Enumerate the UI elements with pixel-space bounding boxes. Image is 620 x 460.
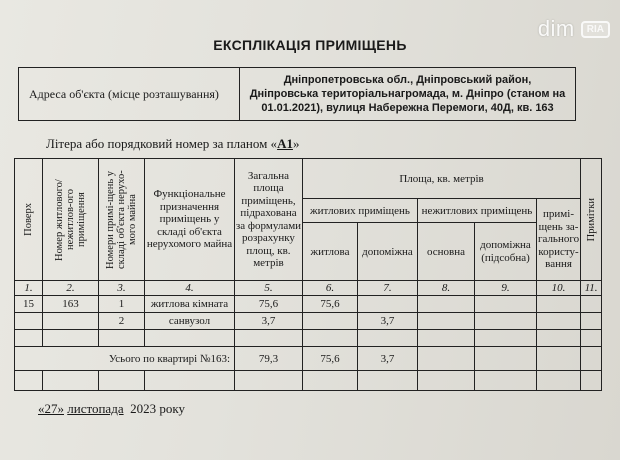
header-living: житлова <box>303 223 358 281</box>
plan-letter-prefix: Літера або порядковий номер за планом « <box>46 136 278 151</box>
header-aux: допоміжна <box>358 223 418 281</box>
table-row <box>15 371 602 391</box>
table-row: 15 163 1 житлова кімната 75,6 75,6 <box>15 296 602 313</box>
header-common-area: примі-щень за-гального користу-вання <box>537 199 581 281</box>
table-row: 2 санвузол 3,7 3,7 <box>15 313 602 330</box>
date-day: «27» <box>38 401 64 416</box>
summary-aux: 3,7 <box>358 347 418 371</box>
header-living-group: житлових приміщень <box>303 199 418 223</box>
header-apt-no: Номер житлового/ нежитлов-ого приміщення <box>43 159 99 281</box>
document-date <box>38 401 185 417</box>
header-aux-cellar: допоміжна (підсобна) <box>475 223 537 281</box>
header-nonliving-group: нежитлових приміщень <box>418 199 537 223</box>
header-floor: Поверх <box>15 159 43 281</box>
header-purpose: Функціональне призначення приміщень у складі об'єкта нерухомого майна <box>145 159 235 281</box>
header-area-group: Площа, кв. метрів <box>303 159 581 199</box>
header-total-area: Загальна площа приміщень, підрахована за формулами розрахунку площ, кв. метрів <box>235 159 303 281</box>
plan-letter <box>46 136 299 152</box>
address-label: Адреса об'єкта (місце розташування) <box>19 68 240 120</box>
date-suffix: року <box>159 401 185 416</box>
date-year: 2023 <box>130 401 157 416</box>
address-box <box>18 67 576 121</box>
column-number-row: 1. 2. 3. 4. 5. 6. 7. 8. 9. 10. 11. <box>15 281 602 296</box>
header-main: основна <box>418 223 475 281</box>
header-notes: Примітки <box>581 159 602 281</box>
summary-row <box>15 347 602 371</box>
table-row <box>15 330 602 347</box>
explication-table <box>14 158 602 391</box>
header-room-no: Номери примі-щень у складі об'єкта нерухо-мого майна <box>99 159 145 281</box>
summary-label: Усього по квартирі №163: <box>15 347 235 371</box>
plan-letter-value: А1 <box>277 136 293 151</box>
summary-total: 79,3 <box>235 347 303 371</box>
watermark-text: dim <box>537 16 575 41</box>
date-month: листопада <box>67 401 124 416</box>
page-title: ЕКСПЛІКАЦІЯ ПРИМІЩЕНЬ <box>213 37 407 53</box>
summary-living: 75,6 <box>303 347 358 371</box>
address-value: Дніпропетровська обл., Дніпровський район, Дніпровська територіальнагромада, м. Дніпро (станом на 01.01.2021), вулиця Набережна Перемоги, 40Д, кв. 163 <box>249 74 566 114</box>
watermark-badge: RIA <box>581 21 610 38</box>
plan-letter-suffix: » <box>292 136 300 151</box>
